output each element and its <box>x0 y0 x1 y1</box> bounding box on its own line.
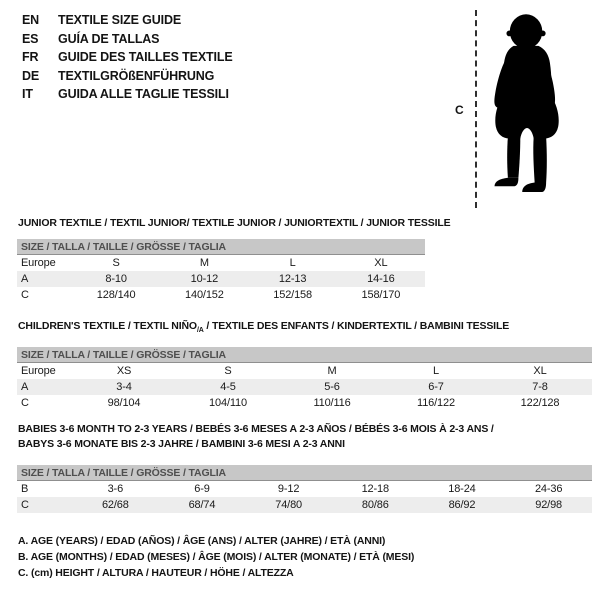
size-header-bar: SIZE / TALLA / TAILLE / GRÖSSE / TAGLIA <box>17 239 425 255</box>
table-cell: XL <box>533 365 547 377</box>
table-cell: 6-9 <box>194 483 210 495</box>
table-cell: XL <box>374 257 388 269</box>
toddler-silhouette-image <box>484 8 570 206</box>
language-row <box>22 48 233 67</box>
table-cell: S <box>112 257 120 269</box>
table-cell: M <box>327 365 337 377</box>
table-cell: 12-13 <box>249 271 337 287</box>
table-cell: L <box>289 257 296 269</box>
row-label-cell: C <box>17 497 72 513</box>
row-label-cell: C <box>21 289 29 301</box>
table-row <box>17 271 425 287</box>
table-cell: 5-6 <box>280 379 384 395</box>
height-measure-label: C <box>455 103 464 117</box>
table-row <box>17 255 425 271</box>
table-cell: 140/152 <box>185 289 224 301</box>
table-cell: 80/86 <box>332 497 419 513</box>
table-cell: 68/74 <box>159 497 246 513</box>
table-cell: 104/110 <box>209 397 247 409</box>
table-cell: S <box>224 365 232 377</box>
language-title: TEXTILGRÖßENFÜHRUNG <box>58 68 215 83</box>
section-title-junior <box>18 216 450 231</box>
table-row <box>17 379 592 395</box>
table-cell: 4-5 <box>176 379 280 395</box>
title-line: BABIES 3-6 MONTH TO 2-3 YEARS / BEBÉS 3-6 MESES A 2-3 AÑOS / BÉBÉS 3-6 MOIS À 2-3 ANS / <box>18 423 494 435</box>
title-line: CHILDREN'S TEXTILE / TEXTIL $NIÑO_{/A}$ / TEXTILE DES ENFANTS / KINDERTEXTIL / BAMBINI TESSILE <box>18 320 510 335</box>
row-label-cell: A <box>17 379 72 395</box>
table-row <box>17 395 592 411</box>
legend-line-a: A. AGE (YEARS) / EDAD (AÑOS) / ÂGE (ANS) / ALTER (JAHRE) / ETÀ (ANNI) <box>18 535 386 547</box>
language-list <box>22 11 233 104</box>
babies-size-table <box>17 465 592 513</box>
language-row <box>22 67 233 86</box>
language-code: FR <box>22 50 39 65</box>
row-label-cell: B <box>21 483 29 495</box>
legend <box>18 533 414 581</box>
language-title: GUIDA ALLE TAGLIE TESSILI <box>58 87 229 102</box>
table-cell: 110/116 <box>313 397 351 409</box>
legend-line-c: C. (cm) HEIGHT / ALTURA / HAUTEUR / HÖHE / ALTEZZA <box>18 567 294 579</box>
language-row <box>22 85 233 104</box>
legend-line-b: B. AGE (MONTHS) / EDAD (MESES) / ÂGE (MOIS) / ALTER (MONATE) / ETÀ (MESI) <box>18 551 415 563</box>
language-title: GUIDE DES TAILLES TEXTILE <box>58 50 233 65</box>
table-cell: 12-18 <box>361 483 389 495</box>
table-row <box>17 363 592 379</box>
table-cell: 128/140 <box>96 289 136 301</box>
table-row <box>17 497 592 513</box>
language-code: DE <box>22 68 40 83</box>
size-header-bar: SIZE / TALLA / TAILLE / GRÖSSE / TAGLIA <box>17 465 592 481</box>
junior-size-table <box>17 239 425 303</box>
section-title-babies <box>18 422 494 452</box>
table-cell: 14-16 <box>337 271 425 287</box>
table-cell: 9-12 <box>277 483 300 495</box>
table-cell: 74/80 <box>245 497 332 513</box>
row-label-cell: Europe <box>21 365 56 377</box>
size-header-bar: SIZE / TALLA / TAILLE / GRÖSSE / TAGLIA <box>17 347 592 363</box>
table-cell: 92/98 <box>505 497 592 513</box>
language-row <box>22 30 233 49</box>
table-cell: L <box>433 365 439 377</box>
height-measure-line <box>475 10 477 208</box>
title-line: JUNIOR TEXTILE / TEXTIL JUNIOR/ TEXTILE JUNIOR / JUNIORTEXTIL / JUNIOR TESSILE <box>18 217 451 229</box>
language-row <box>22 11 233 30</box>
table-cell: 98/104 <box>107 397 141 409</box>
table-cell: 62/68 <box>72 497 159 513</box>
table-row <box>17 287 425 303</box>
table-cell: 18-24 <box>448 483 476 495</box>
table-cell: 7-8 <box>488 379 592 395</box>
language-code: ES <box>22 31 39 46</box>
section-title-children <box>18 319 509 338</box>
language-code: IT <box>22 87 33 102</box>
table-cell: 86/92 <box>419 497 506 513</box>
children-size-table <box>17 347 592 411</box>
table-cell: 122/128 <box>520 397 560 409</box>
table-cell: 24-36 <box>534 483 563 495</box>
language-title: GUÍA DE TALLAS <box>58 31 160 46</box>
table-cell: 116/122 <box>417 397 455 409</box>
table-cell: 6-7 <box>384 379 488 395</box>
title-line: BABYS 3-6 MONATE BIS 2-3 JAHRE / BAMBINI 3-6 MESI A 2-3 ANNI <box>18 438 345 450</box>
row-label-cell: Europe <box>21 257 56 269</box>
table-cell: M <box>199 257 209 269</box>
table-cell: 8-10 <box>72 271 160 287</box>
table-cell: 158/170 <box>361 289 401 301</box>
table-cell: 152/158 <box>273 289 312 301</box>
table-cell: 3-4 <box>72 379 176 395</box>
table-cell: 3-6 <box>107 483 124 495</box>
row-label-cell: C <box>21 397 29 409</box>
table-row <box>17 481 592 497</box>
language-code: EN <box>22 13 40 28</box>
table-cell: XS <box>116 365 132 377</box>
row-label-cell: A <box>17 271 72 287</box>
language-title: TEXTILE SIZE GUIDE <box>58 13 182 28</box>
table-cell: 10-12 <box>160 271 248 287</box>
